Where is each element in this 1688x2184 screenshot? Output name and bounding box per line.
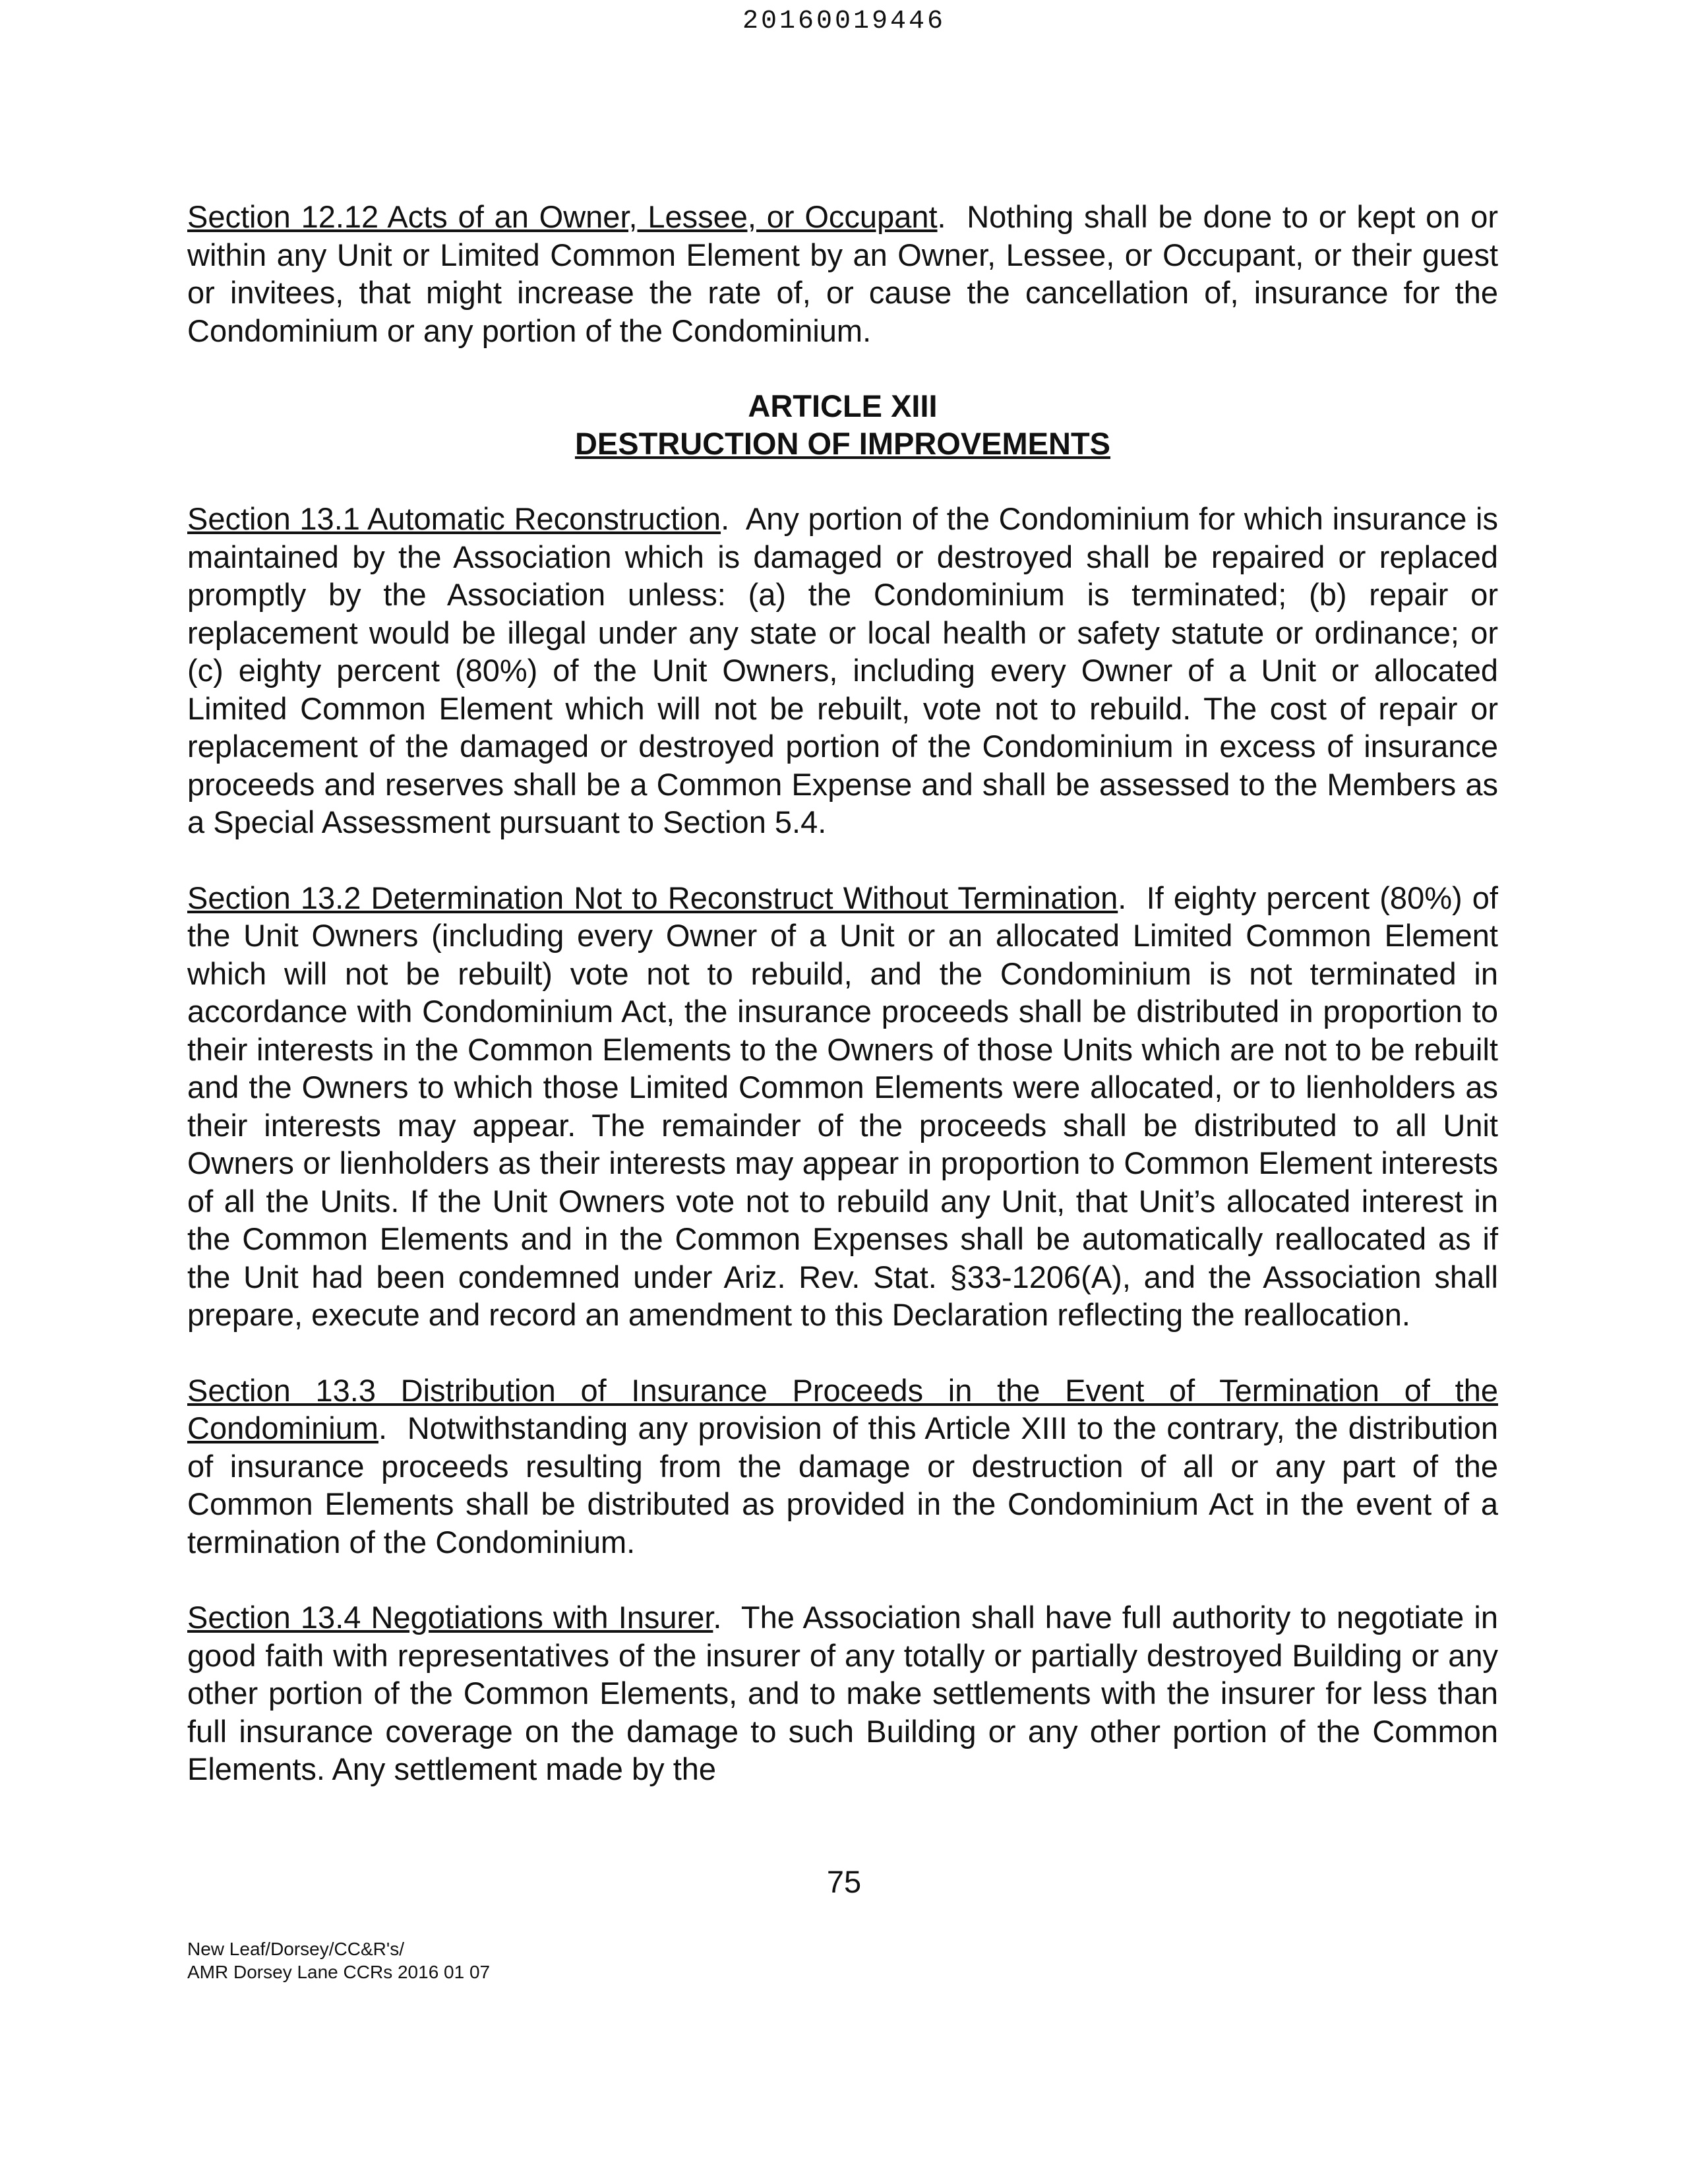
- section-body: Nothing shall be done to or kept on or within any Unit or Limited Common Element by an Owner, Lessee, or Occupant, or their guest or invitees, that might increase the rate of, or cause the cancellation of, insurance for the Condominium or any portion of the Condominium.: [187, 199, 1499, 348]
- section-body: Notwithstanding any provision of this Article XIII to the contrary, the distribution of insurance proceeds resulting from the damage or destruction of all or any part of the Common Elements shall be distributed as provided in the Condominium Act in the event of a termination of the Condominium.: [187, 1410, 1498, 1560]
- section-13-2: Section 13.2 Determination Not to Reconstruct Without Termination. If eighty percent (80%) of the Unit Owners (including every Owner of a Unit or an allocated Limited Common Element which will not be rebuilt) vote not to rebuild, and the Condominium is not terminated in accordance with Condominium Act, the insurance proceeds shall be distributed in proportion to their interests in the Common Elements to the Owners of those Units which are not to be rebuilt and the Owners to which those Limited Common Elements were allocated, or to lienholders as their interests may appear. The remainder of the proceeds shall be distributed to all Unit Owners or lienholders as their interests may appear in proportion to Common Element interests of all the Units. If the Unit Owners vote not to rebuild any Unit, that Unit’s allocated interest in the Common Elements and in the Common Expenses shall be automatically reallocated as if the Unit had been condemned under Ariz. Rev. Stat. §33-1206(A), and the Association shall prepare, execute and record an amendment to this Declaration reflecting the reallocation.: [187, 880, 1498, 1332]
- section-12-12: Section 12.12 Acts of an Owner, Lessee, or Occupant. Nothing shall be done to or kept on or within any Unit or Limited Common Element by an Owner, Lessee, or Occupant, or their guest or invitees, that might increase the rate of, or cause the cancellation of, insurance for the Condominium or any portion of the Condominium.: [187, 199, 1499, 348]
- section-body: Any portion of the Condominium for which insurance is maintained by the Association which is damaged or destroyed shall be repaired or replaced promptly by the Association unless: (a) the Condominium is terminated; (b) repair or replacement would be illegal under any state or local health or safety statute or ordinance; or (c) eighty percent (80%) of the Unit Owners, including every Owner of a Unit or allocated Limited Common Element which will not be rebuilt, vote not to rebuild. The cost of repair or replacement of the damaged or destroyed portion of the Condominium in excess of insurance proceeds and reserves shall be a Common Expense and shall be assessed to the Members as a Special Assessment pursuant to Section 5.4.: [187, 501, 1498, 839]
- file-path-footer: [187, 1937, 490, 1984]
- section-13-4: Section 13.4 Negotiations with Insurer. The Association shall have full authority to negotiate in good faith with representatives of the insurer of any totally or partially destroyed Building or any other portion of the Common Elements, and to make settlements with the insurer for less than full insurance coverage on the damage to such Building or any other portion of the Common Elements. Any settlement made by the: [187, 1600, 1498, 1786]
- section-body: The Association shall have full authority to negotiate in good faith with representatives of the insurer of any totally or partially destroyed Building or any other portion of the Common Elements, and to make settlements with the insurer for less than full insurance coverage on the damage to such Building or any other portion of the Common Elements. Any settlement made by the: [187, 1600, 1498, 1786]
- section-heading: Section 13.2 Determination Not to Reconstruct Without Termination: [187, 880, 1118, 915]
- section-13-1: Section 13.1 Automatic Reconstruction. Any portion of the Condominium for which insurance is maintained by the Association which is damaged or destroyed shall be repaired or replaced promptly by the Association unless: (a) the Condominium is terminated; (b) repair or replacement would be illegal under any state or local health or safety statute or ordinance; or (c) eighty percent (80%) of the Unit Owners, including every Owner of a Unit or allocated Limited Common Element which will not be rebuilt, vote not to rebuild. The cost of repair or replacement of the damaged or destroyed portion of the Condominium in excess of insurance proceeds and reserves shall be a Common Expense and shall be assessed to the Members as a Special Assessment pursuant to Section 5.4.: [187, 501, 1498, 839]
- section-heading: Section 13.3 Distribution of Insurance Proceeds in the Event of Termination of the Condominium: [187, 1372, 1498, 1445]
- section-body: If eighty percent (80%) of the Unit Owners (including every Owner of a Unit or an allocated Limited Common Element which will not be rebuilt) vote not to rebuild, and the Condominium is not terminated in accordance with Condominium Act, the insurance proceeds shall be distributed in proportion to their interests in the Common Elements to the Owners of those Units which are not to be rebuilt and the Owners to which those Limited Common Elements were allocated, or to lienholders as their interests may appear. The remainder of the proceeds shall be distributed to all Unit Owners or lienholders as their interests may appear in proportion to Common Element interests of all the Units. If the Unit Owners vote not to rebuild any Unit, that Unit’s allocated interest in the Common Elements and in the Common Expenses shall be automatically reallocated as if the Unit had been condemned under Ariz. Rev. Stat. §33-1206(A), and the Association shall prepare, execute and record an amendment to this Declaration reflecting the reallocation.: [187, 880, 1498, 1332]
- page-number: 75: [826, 1864, 862, 1899]
- article-heading: [187, 387, 1498, 462]
- section-heading: Section 12.12 Acts of an Owner, Lessee, or Occupant: [187, 199, 938, 234]
- article-title: DESTRUCTION OF IMPROVEMENTS: [574, 426, 1111, 461]
- recording-number: 20160019446: [742, 7, 946, 36]
- document-body: [187, 198, 1498, 1826]
- footer-line-2: AMR Dorsey Lane CCRs 2016 01 07: [187, 1962, 491, 1982]
- article-number: ARTICLE XIII: [748, 388, 938, 423]
- footer-line-1: New Leaf/Dorsey/CC&R's/: [187, 1939, 404, 1959]
- section-13-3: Section 13.3 Distribution of Insurance Proceeds in the Event of Termination of the Condominium. Notwithstanding any provision of this Article XIII to the contrary, the distribution of insurance proceeds resulting from the damage or destruction of all or any part of the Common Elements shall be distributed as provided in the Condominium Act in the event of a termination of the Condominium.: [187, 1372, 1498, 1560]
- section-heading: Section 13.4 Negotiations with Insurer: [187, 1600, 713, 1635]
- section-heading: Section 13.1 Automatic Reconstruction: [187, 501, 721, 536]
